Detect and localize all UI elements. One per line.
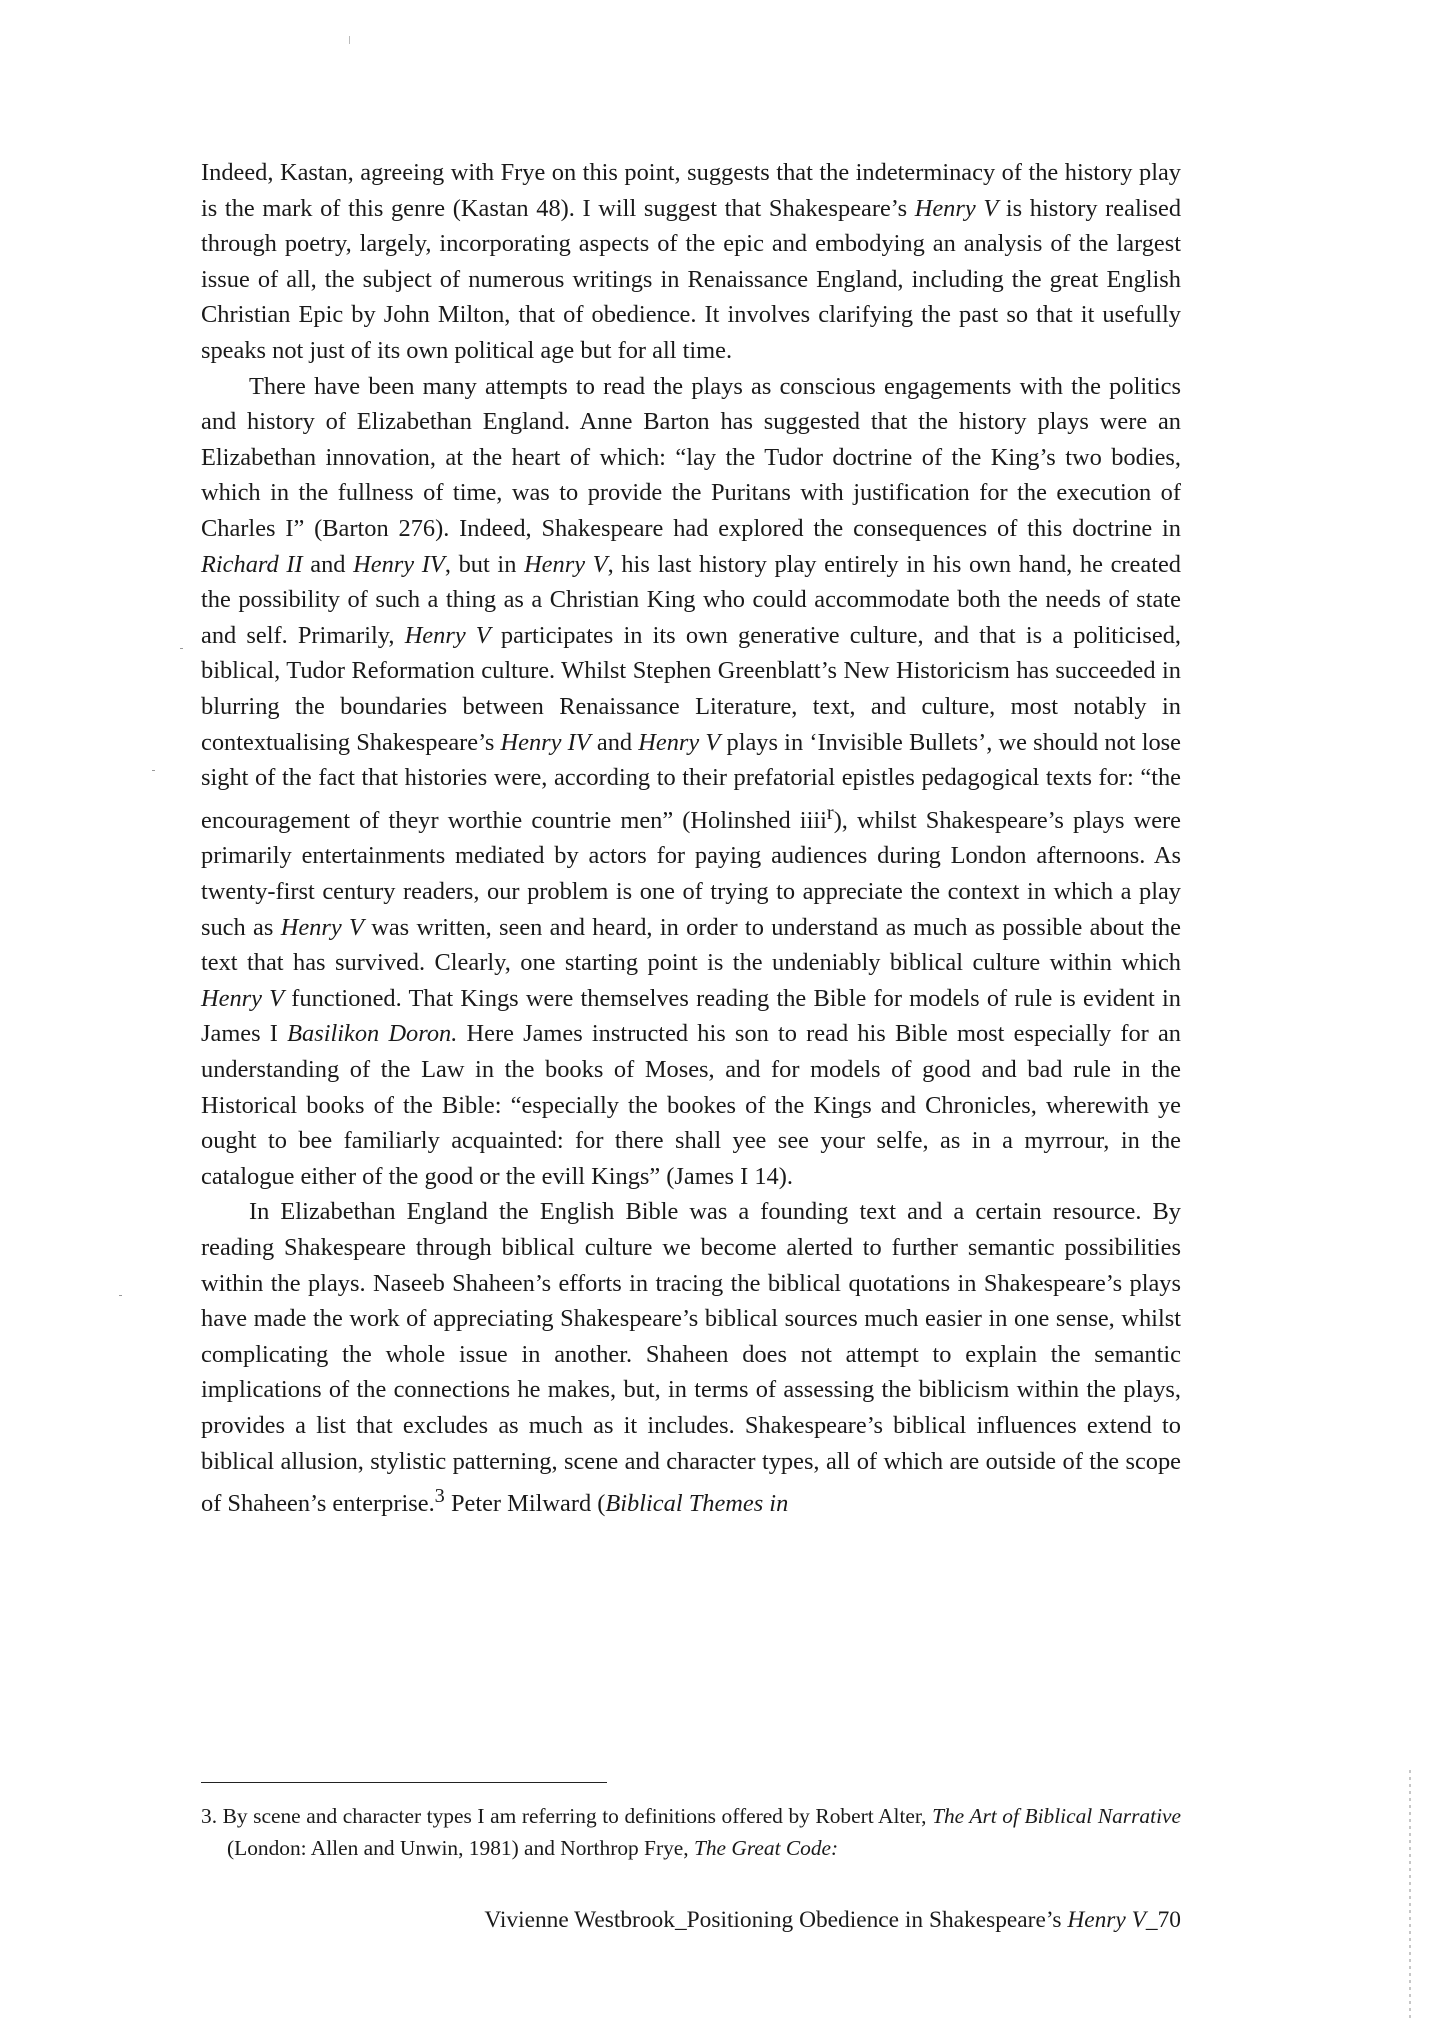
text-run: functioned. That Kings were themselves reading the Bible for models of rule is evident in James I: [201, 984, 1181, 1048]
paragraph-2: [201, 369, 1181, 1195]
running-footer: [484, 1905, 1181, 1935]
page-body: [201, 155, 1181, 1522]
text-run: and: [590, 728, 639, 756]
italic-title: Basilikon Doron.: [287, 1020, 458, 1048]
italic-title: Henry V: [1067, 1907, 1146, 1933]
footnote-3: [201, 1800, 1181, 1864]
italic-title: Henry V: [201, 984, 285, 1012]
italic-title: The Great Code:: [693, 1836, 839, 1860]
italic-title: Biblical Themes in: [605, 1490, 789, 1518]
scan-speck: [349, 36, 350, 44]
text-run: In Elizabethan England the English Bible was a founding text and a certain resource. By reading Shakespeare through biblical culture we become alerted to further semantic possibilities within the plays. Naseeb Shaheen’s efforts in tracing the biblical quotations in Shakespeare’s plays have made the work of appreciating Shakespeare’s biblical sources much easier in one sense, whilst complicating the whole issue in another. Shaheen does not attempt to explain the semantic implications of the connections he makes, but, in terms of assessing the biblicism within the plays, provides a list that excludes as much as it includes. Shakespeare’s biblical influences extend to biblical allusion, stylistic patterning, scene and character types, all of which are outside of the scope of Shaheen’s enterprise.: [201, 1198, 1181, 1518]
text-run: , his last history play entirely in his own hand, he created the possibility of such a thing as a Christian King who could accommodate both the needs of state and self. Primarily,: [201, 550, 1182, 649]
scan-edge-marks: [1409, 1770, 1411, 2020]
paragraph-3: [201, 1194, 1181, 1521]
scan-speck: [152, 770, 155, 771]
text-run: and: [302, 550, 354, 578]
text-run: ), whilst Shakespeare’s plays were primarily entertainments mediated by actors for paying audiences during London afternoons. As twenty-first century readers, our problem is one of trying to appreciate the context in which a play such as: [201, 806, 1182, 941]
superscript: r: [826, 801, 834, 824]
text-run: participates in its own generative culture, and that is a politicised, biblical, Tudor Reformation culture. Whilst Stephen Greenblatt’s New Historicism has succeeded in blurring the boundaries between Renaissance Literature, text, and culture, most notably in contextualising Shakespeare’s: [201, 621, 1182, 756]
text-run: Vivienne Westbrook_Positioning Obedience in Shakespeare’s: [484, 1907, 1068, 1933]
italic-title: Richard II: [201, 550, 303, 578]
text-run: is history realised through poetry, largely, incorporating aspects of the epic and embodying an analysis of the largest issue of all, the subject of numerous writings in Renaissance England, including the great English Christian Epic by John Milton, that of obedience. It involves clarifying the past so that it usefully speaks not just of its own political age but for all time.: [201, 194, 1182, 364]
scan-speck: [119, 1295, 122, 1296]
italic-title: Henry IV: [353, 550, 445, 578]
page-number: _70: [1145, 1907, 1181, 1933]
italic-title: Henry V: [914, 194, 999, 222]
text-run: Here James instructed his son to read his Bible most especially for an understanding of the Law in the books of Moses, and for models of good and bad rule in the Historical books of the Bible: “especially the bookes of the Kings and Chronicles, wherewith ye ought to bee familiarly acquainted: for there shall yee see your selfe, as in a myrrour, in the catalogue either of the good or the evill Kings” (James I 14).: [201, 1020, 1181, 1190]
text-run: (London: Allen and Unwin, 1981) and Northrop Frye,: [227, 1836, 694, 1860]
italic-title: Henry V: [638, 728, 721, 756]
text-run: Peter Milward (: [444, 1490, 606, 1518]
text-run: was written, seen and heard, in order to understand as much as possible about the text that has survived. Clearly, one starting point is the undeniably biblical culture within which: [201, 913, 1181, 977]
text-run: 3. By scene and character types I am referring to definitions offered by Robert Alter,: [201, 1804, 933, 1828]
text-run: Indeed, Kastan, agreeing with Frye on this point, suggests that the indeterminacy of the history play is the mark of this genre (Kastan 48). I will suggest that Shakespeare’s: [201, 159, 1181, 222]
italic-title: Henry IV: [500, 728, 591, 756]
text-run: There have been many attempts to read the plays as conscious engagements with the politics and history of Elizabethan England. Anne Barton has suggested that the history plays were an Elizabethan innovation, at the heart of which: “lay the Tudor doctrine of the King’s two bodies, which in the fullness of time, was to provide the Puritans with justification for the execution of Charles I” (Barton 276). Indeed, Shakespeare had explored the consequences of this doctrine in: [201, 372, 1181, 542]
text-run: , but in: [444, 550, 525, 578]
text-run: plays in ‘Invisible Bullets’, we should not lose sight of the fact that histories were, according to their prefatorial epistles pedagogical texts for: “the encouragement of theyr worthie countrie men” (Holinshed iiii: [201, 728, 1181, 834]
footnote-divider: [201, 1782, 607, 1783]
scan-speck: [180, 648, 183, 649]
italic-title: Henry V: [404, 621, 491, 649]
paragraph-1: [201, 155, 1181, 369]
italic-title: Henry V: [280, 913, 364, 941]
italic-title: The Art of Biblical Narrative: [932, 1804, 1182, 1828]
italic-title: Henry V: [524, 550, 608, 578]
footnote-ref[interactable]: 3: [434, 1485, 445, 1508]
